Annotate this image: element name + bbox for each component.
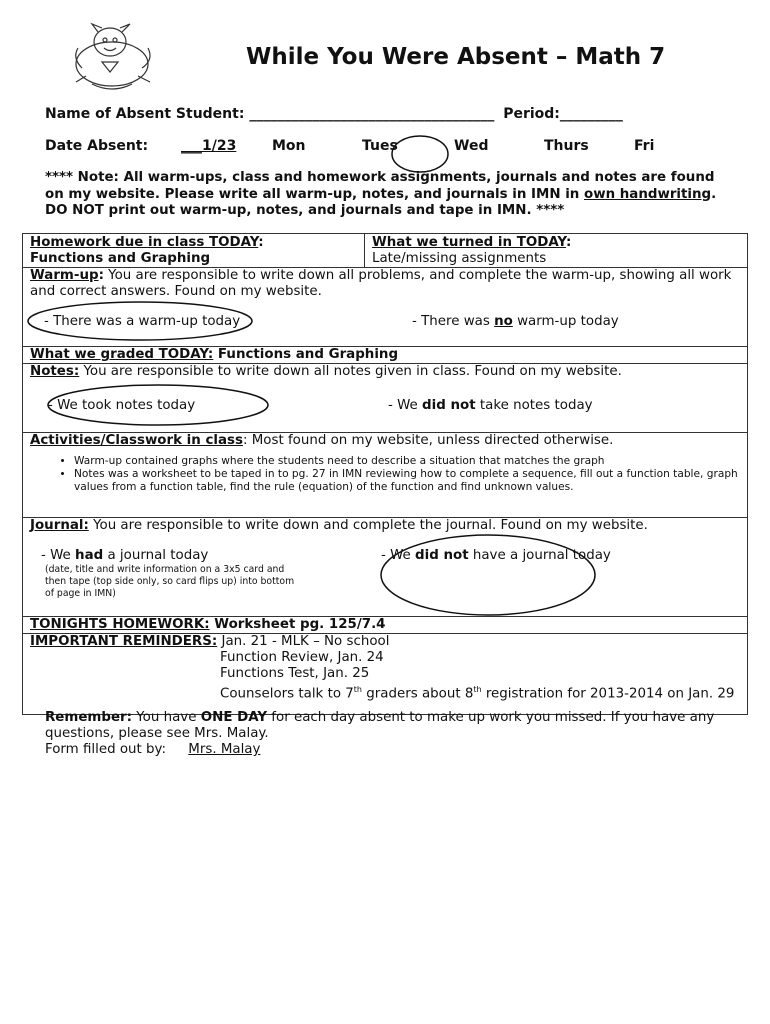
turned-in-label: What we turned in TODAY <box>372 235 566 250</box>
period-label: Period: <box>503 106 560 122</box>
journal-option-yes[interactable]: - We had a journal today (date, title and write information on a 3x5 card and then tape (top side only, so card flips up) into bottom of page in IMN) <box>30 548 381 600</box>
warmup-label: Warm-up <box>30 268 99 283</box>
day-thurs: Thurs <box>544 138 589 154</box>
name-label: Name of Absent Student: <box>45 106 245 122</box>
list-item: • Notes was a worksheet to be taped in to pg. 27 in IMN reviewing how to complete a sequence, fill out a function table, graph values from a function table, find the rule (equation) of the function and find unknown values. <box>74 468 740 494</box>
notes-label: Notes: <box>30 364 80 379</box>
notes-text: You are responsible to write down all notes given in class. Found on my website. <box>79 364 622 379</box>
day-tues: Tues <box>362 138 398 154</box>
turned-in-cell: What we turned in TODAY: Late/missing assignments <box>365 234 748 268</box>
homework-reminders-cell <box>23 617 748 634</box>
reminder-item: Jan. 21 - MLK – No school <box>217 634 390 649</box>
filled-by-label: Form filled out by: <box>45 742 167 757</box>
graded-value: Functions and Graphing <box>213 347 399 362</box>
journal-cell <box>23 518 748 617</box>
activities-list <box>30 455 740 494</box>
journal-label: Journal: <box>30 518 89 533</box>
warmup-option-no[interactable]: - There was no warm-up today <box>412 314 619 329</box>
warmup-option-yes[interactable]: - There was a warm-up today <box>44 314 241 329</box>
footer: Remember: You have ONE DAY for each day absent to make up work you missed. If you have any questions, please see Mrs. Malay. Form filled out by: Mrs. Malay <box>45 710 715 757</box>
date-label: Date Absent: <box>45 138 149 154</box>
homework-due-value: Functions and Graphing <box>30 251 211 266</box>
name-field[interactable]: ___________________________________ <box>249 106 495 122</box>
notes-option-no[interactable]: - We did not take notes today <box>388 398 593 413</box>
homework-due-label: Homework due in class TODAY <box>30 235 259 250</box>
website-note: **** Note: All warm-ups, class and homework assignments, journals and notes are found on my website. Please write all warm-up, notes, and journals in IMN in own handwriting. DO NOT print out warm-up, notes, and journals and tape in IMN. **** <box>45 170 717 218</box>
graded-label: What we graded TODAY: <box>30 347 214 362</box>
circle-wed <box>392 136 448 172</box>
day-fri: Fri <box>634 138 655 154</box>
graded-cell <box>23 347 748 364</box>
filled-by-value: Mrs. Malay <box>188 742 261 757</box>
date-value: ___1/23 <box>181 138 237 154</box>
notes-option-yes[interactable]: - We took notes today <box>48 398 196 413</box>
tonight-homework-label: TONIGHTS HOMEWORK: <box>30 617 210 632</box>
remember-label: Remember: <box>45 710 133 725</box>
journal-text: You are responsible to write down and complete the journal. Found on my website. <box>88 518 648 533</box>
activities-text: : Most found on my website, unless directed otherwise. <box>242 433 614 448</box>
reminders-cell <box>23 634 748 715</box>
bulldog-logo <box>62 18 162 94</box>
page-title: While You Were Absent – Math 7 <box>246 44 666 70</box>
reminder-item: Counselors talk to 7th graders about 8th registration for 2013-2014 on Jan. 29 <box>220 685 735 702</box>
activities-cell <box>23 433 748 518</box>
turned-in-value: Late/missing assignments <box>372 251 547 266</box>
day-mon: Mon <box>272 138 306 154</box>
reminder-item: Function Review, Jan. 24 <box>220 650 384 665</box>
own-handwriting: own handwriting <box>584 186 712 202</box>
day-wed: Wed <box>454 138 489 154</box>
notes-cell <box>23 364 748 433</box>
activities-label: Activities/Classwork in class <box>30 433 243 448</box>
name-row <box>45 106 623 122</box>
journal-instructions: (date, title and write information on a 3x5 card and then tape (top side only, so card flips up) into bottom of page in IMN) <box>45 564 295 599</box>
list-item: • Warm-up contained graphs where the students need to describe a situation that matches the graph <box>74 455 740 468</box>
reminders-label: IMPORTANT REMINDERS: <box>30 634 218 649</box>
journal-option-no[interactable]: - We did not have a journal today <box>381 548 611 563</box>
warmup-text: You are responsible to write down all problems, and complete the warm-up, showing all work and correct answers. Found on my website. <box>30 268 732 299</box>
tonight-homework-value: Worksheet pg. 125/7.4 <box>209 617 386 632</box>
reminder-item: Functions Test, Jan. 25 <box>220 666 370 681</box>
homework-due-cell: Homework due in class TODAY: Functions and Graphing <box>23 234 365 268</box>
warmup-cell: Warm-up: You are responsible to write down all problems, and complete the warm-up, showing all work and correct answers. Found on my website. - There was a warm-up today - There was no warm-up today <box>23 268 748 347</box>
period-field[interactable]: _________ <box>559 106 623 122</box>
absence-table <box>22 233 748 715</box>
